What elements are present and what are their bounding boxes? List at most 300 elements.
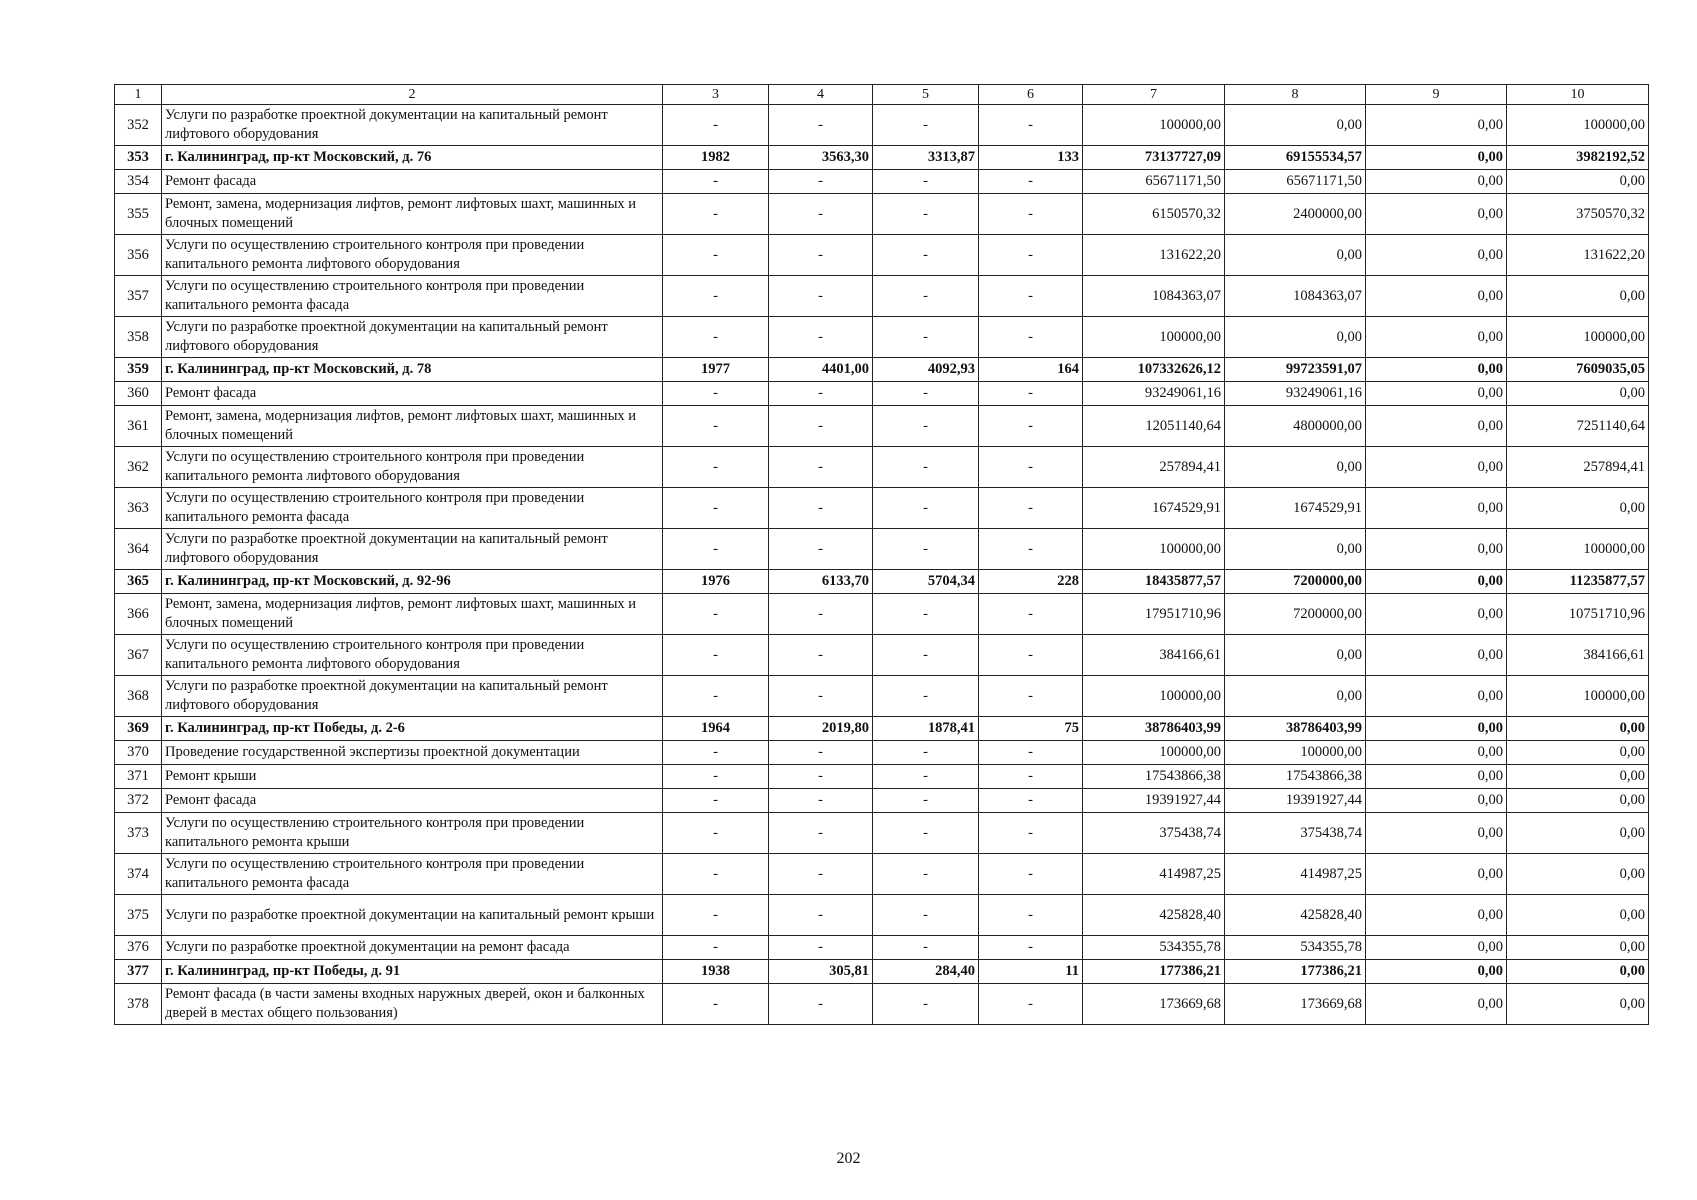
cell-col-7: 19391927,44 [1083, 789, 1225, 813]
row-number: 374 [115, 854, 162, 895]
cell-col-5: - [873, 529, 979, 570]
cell-col-7: 73137727,09 [1083, 146, 1225, 170]
row-number: 369 [115, 717, 162, 741]
cell-col-6: - [979, 676, 1083, 717]
work-description: Ремонт фасада (в части замены входных наружных дверей, окон и балконных дверей в местах общего пользования) [162, 984, 663, 1025]
cell-col-6: - [979, 529, 1083, 570]
work-description: Ремонт фасада [162, 789, 663, 813]
cell-col-5: 1878,41 [873, 717, 979, 741]
cell-col-5: - [873, 276, 979, 317]
cell-col-9: 0,00 [1366, 570, 1507, 594]
cell-col-10: 0,00 [1507, 984, 1649, 1025]
cell-col-7: 1084363,07 [1083, 276, 1225, 317]
cell-col-5: 4092,93 [873, 358, 979, 382]
cell-col-4: - [769, 105, 873, 146]
cell-col-3: - [663, 382, 769, 406]
cell-col-3: - [663, 317, 769, 358]
row-number: 370 [115, 741, 162, 765]
cell-col-10: 0,00 [1507, 488, 1649, 529]
address-row [115, 960, 1649, 984]
cell-col-9: 0,00 [1366, 676, 1507, 717]
cell-col-3: - [663, 813, 769, 854]
work-description: Услуги по разработке проектной документации на капитальный ремонт крыши [162, 895, 663, 936]
row-number: 353 [115, 146, 162, 170]
cell-col-5: - [873, 789, 979, 813]
cell-col-7: 534355,78 [1083, 936, 1225, 960]
header-cell: 4 [769, 85, 873, 105]
cell-col-3: - [663, 447, 769, 488]
cell-col-5: - [873, 170, 979, 194]
work-row [115, 382, 1649, 406]
cell-col-6: 75 [979, 717, 1083, 741]
cell-col-4: - [769, 854, 873, 895]
cell-col-9: 0,00 [1366, 235, 1507, 276]
cell-col-10: 131622,20 [1507, 235, 1649, 276]
work-description: Ремонт крыши [162, 765, 663, 789]
cell-col-4: - [769, 235, 873, 276]
header-cell: 9 [1366, 85, 1507, 105]
cell-col-4: 4401,00 [769, 358, 873, 382]
cell-col-5: - [873, 984, 979, 1025]
row-number: 375 [115, 895, 162, 936]
cell-col-8: 100000,00 [1225, 741, 1366, 765]
work-description: Ремонт фасада [162, 170, 663, 194]
cell-col-9: 0,00 [1366, 813, 1507, 854]
cell-col-10: 100000,00 [1507, 676, 1649, 717]
cell-col-4: - [769, 594, 873, 635]
cell-col-9: 0,00 [1366, 936, 1507, 960]
cell-col-7: 100000,00 [1083, 317, 1225, 358]
header-row [115, 85, 1649, 105]
page-number: 202 [836, 1150, 861, 1167]
cell-col-7: 6150570,32 [1083, 194, 1225, 235]
header-cell: 7 [1083, 85, 1225, 105]
cell-col-4: - [769, 984, 873, 1025]
work-row [115, 635, 1649, 676]
cell-col-8: 0,00 [1225, 105, 1366, 146]
header-cell: 10 [1507, 85, 1649, 105]
work-description: Ремонт, замена, модернизация лифтов, ремонт лифтовых шахт, машинных и блочных помещений [162, 406, 663, 447]
work-row [115, 317, 1649, 358]
cell-col-4: - [769, 447, 873, 488]
cell-col-4: - [769, 529, 873, 570]
row-number: 361 [115, 406, 162, 447]
cell-col-3: 1982 [663, 146, 769, 170]
cell-col-9: 0,00 [1366, 895, 1507, 936]
cell-col-9: 0,00 [1366, 358, 1507, 382]
work-description: Услуги по разработке проектной документации на капитальный ремонт лифтового оборудования [162, 676, 663, 717]
cell-col-7: 257894,41 [1083, 447, 1225, 488]
cell-col-10: 0,00 [1507, 854, 1649, 895]
cell-col-9: 0,00 [1366, 789, 1507, 813]
cell-col-10: 0,00 [1507, 765, 1649, 789]
row-number: 355 [115, 194, 162, 235]
cell-col-8: 177386,21 [1225, 960, 1366, 984]
cell-col-9: 0,00 [1366, 447, 1507, 488]
cell-col-6: - [979, 406, 1083, 447]
cell-col-3: - [663, 936, 769, 960]
cell-col-3: - [663, 789, 769, 813]
work-row [115, 235, 1649, 276]
work-row [115, 276, 1649, 317]
cell-col-4: 2019,80 [769, 717, 873, 741]
header-cell: 6 [979, 85, 1083, 105]
cell-col-8: 17543866,38 [1225, 765, 1366, 789]
cell-col-9: 0,00 [1366, 406, 1507, 447]
work-description: Проведение государственной экспертизы проектной документации [162, 741, 663, 765]
cell-col-7: 18435877,57 [1083, 570, 1225, 594]
cell-col-6: - [979, 594, 1083, 635]
cell-col-3: - [663, 741, 769, 765]
work-row [115, 406, 1649, 447]
cell-col-7: 173669,68 [1083, 984, 1225, 1025]
cell-col-9: 0,00 [1366, 146, 1507, 170]
work-row [115, 194, 1649, 235]
work-description: Услуги по осуществлению строительного контроля при проведении капитального ремонта фасада [162, 276, 663, 317]
cell-col-5: - [873, 635, 979, 676]
cell-col-6: - [979, 382, 1083, 406]
row-number: 365 [115, 570, 162, 594]
cell-col-10: 0,00 [1507, 936, 1649, 960]
cell-col-6: 164 [979, 358, 1083, 382]
cell-col-7: 17543866,38 [1083, 765, 1225, 789]
cell-col-10: 0,00 [1507, 382, 1649, 406]
cell-col-6: - [979, 813, 1083, 854]
work-row [115, 741, 1649, 765]
row-number: 359 [115, 358, 162, 382]
cell-col-7: 384166,61 [1083, 635, 1225, 676]
cell-col-9: 0,00 [1366, 105, 1507, 146]
cell-col-9: 0,00 [1366, 854, 1507, 895]
cell-col-10: 3750570,32 [1507, 194, 1649, 235]
work-description: Ремонт, замена, модернизация лифтов, ремонт лифтовых шахт, машинных и блочных помещений [162, 594, 663, 635]
cell-col-7: 131622,20 [1083, 235, 1225, 276]
cell-col-9: 0,00 [1366, 984, 1507, 1025]
cell-col-9: 0,00 [1366, 170, 1507, 194]
cell-col-8: 1084363,07 [1225, 276, 1366, 317]
cell-col-3: - [663, 984, 769, 1025]
cell-col-5: - [873, 447, 979, 488]
work-row [115, 984, 1649, 1025]
row-number: 368 [115, 676, 162, 717]
cell-col-7: 100000,00 [1083, 676, 1225, 717]
cell-col-7: 425828,40 [1083, 895, 1225, 936]
cell-col-7: 1674529,91 [1083, 488, 1225, 529]
cell-col-6: - [979, 765, 1083, 789]
cell-col-5: - [873, 854, 979, 895]
work-description: Ремонт, замена, модернизация лифтов, ремонт лифтовых шахт, машинных и блочных помещений [162, 194, 663, 235]
cell-col-9: 0,00 [1366, 717, 1507, 741]
row-number: 376 [115, 936, 162, 960]
cell-col-8: 69155534,57 [1225, 146, 1366, 170]
cell-col-3: - [663, 194, 769, 235]
row-number: 377 [115, 960, 162, 984]
cell-col-6: - [979, 789, 1083, 813]
cell-col-8: 7200000,00 [1225, 594, 1366, 635]
cell-col-6: - [979, 895, 1083, 936]
row-number: 372 [115, 789, 162, 813]
cell-col-8: 0,00 [1225, 529, 1366, 570]
cell-col-8: 0,00 [1225, 235, 1366, 276]
work-description: Услуги по осуществлению строительного контроля при проведении капитального ремонта крыши [162, 813, 663, 854]
cell-col-8: 414987,25 [1225, 854, 1366, 895]
cell-col-4: - [769, 789, 873, 813]
row-number: 354 [115, 170, 162, 194]
cell-col-4: - [769, 276, 873, 317]
cell-col-7: 100000,00 [1083, 529, 1225, 570]
cell-col-5: - [873, 235, 979, 276]
cell-col-3: - [663, 235, 769, 276]
cell-col-9: 0,00 [1366, 529, 1507, 570]
cell-col-9: 0,00 [1366, 741, 1507, 765]
cell-col-6: - [979, 170, 1083, 194]
cell-col-7: 38786403,99 [1083, 717, 1225, 741]
cell-col-5: - [873, 813, 979, 854]
cell-col-3: - [663, 854, 769, 895]
cell-col-6: - [979, 317, 1083, 358]
cell-col-10: 100000,00 [1507, 317, 1649, 358]
cell-col-7: 100000,00 [1083, 741, 1225, 765]
cell-col-7: 414987,25 [1083, 854, 1225, 895]
cell-col-6: 11 [979, 960, 1083, 984]
cell-col-9: 0,00 [1366, 276, 1507, 317]
cell-col-9: 0,00 [1366, 317, 1507, 358]
cell-col-10: 100000,00 [1507, 105, 1649, 146]
header-cell: 5 [873, 85, 979, 105]
row-number: 352 [115, 105, 162, 146]
cell-col-7: 375438,74 [1083, 813, 1225, 854]
work-description: Услуги по разработке проектной документации на капитальный ремонт лифтового оборудования [162, 105, 663, 146]
cell-col-4: - [769, 488, 873, 529]
cell-col-10: 0,00 [1507, 717, 1649, 741]
cell-col-4: - [769, 170, 873, 194]
cell-col-9: 0,00 [1366, 488, 1507, 529]
cell-col-6: - [979, 488, 1083, 529]
cell-col-5: 5704,34 [873, 570, 979, 594]
cell-col-4: - [769, 765, 873, 789]
cell-col-7: 17951710,96 [1083, 594, 1225, 635]
row-number: 364 [115, 529, 162, 570]
work-row [115, 488, 1649, 529]
cell-col-10: 0,00 [1507, 276, 1649, 317]
cell-col-8: 1674529,91 [1225, 488, 1366, 529]
cell-col-7: 12051140,64 [1083, 406, 1225, 447]
cell-col-3: 1977 [663, 358, 769, 382]
cell-col-4: - [769, 895, 873, 936]
cell-col-5: - [873, 194, 979, 235]
cell-col-10: 10751710,96 [1507, 594, 1649, 635]
cell-col-6: - [979, 635, 1083, 676]
cell-col-10: 0,00 [1507, 170, 1649, 194]
header-cell: 2 [162, 85, 663, 105]
cell-col-5: - [873, 488, 979, 529]
cell-col-9: 0,00 [1366, 594, 1507, 635]
work-description: Услуги по осуществлению строительного контроля при проведении капитального ремонта фасада [162, 854, 663, 895]
cell-col-8: 38786403,99 [1225, 717, 1366, 741]
work-description: г. Калининград, пр-кт Победы, д. 2-6 [162, 717, 663, 741]
cell-col-4: - [769, 741, 873, 765]
cell-col-10: 7251140,64 [1507, 406, 1649, 447]
row-number: 360 [115, 382, 162, 406]
cell-col-3: - [663, 594, 769, 635]
cell-col-10: 11235877,57 [1507, 570, 1649, 594]
cell-col-9: 0,00 [1366, 960, 1507, 984]
work-row [115, 170, 1649, 194]
cell-col-10: 257894,41 [1507, 447, 1649, 488]
cell-col-9: 0,00 [1366, 635, 1507, 676]
cell-col-5: - [873, 594, 979, 635]
work-description: Услуги по осуществлению строительного контроля при проведении капитального ремонта лифтового оборудования [162, 235, 663, 276]
cell-col-8: 425828,40 [1225, 895, 1366, 936]
cell-col-4: - [769, 676, 873, 717]
cell-col-5: - [873, 765, 979, 789]
work-description: Ремонт фасада [162, 382, 663, 406]
cell-col-4: - [769, 317, 873, 358]
work-row [115, 594, 1649, 635]
work-description: г. Калининград, пр-кт Московский, д. 78 [162, 358, 663, 382]
address-row [115, 358, 1649, 382]
cell-col-6: - [979, 235, 1083, 276]
cell-col-8: 19391927,44 [1225, 789, 1366, 813]
header-cell: 8 [1225, 85, 1366, 105]
row-number: 363 [115, 488, 162, 529]
cell-col-8: 0,00 [1225, 317, 1366, 358]
cell-col-8: 99723591,07 [1225, 358, 1366, 382]
cell-col-6: - [979, 854, 1083, 895]
cell-col-7: 107332626,12 [1083, 358, 1225, 382]
cell-col-4: - [769, 936, 873, 960]
cell-col-4: - [769, 635, 873, 676]
work-row [115, 895, 1649, 936]
cell-col-3: 1938 [663, 960, 769, 984]
cell-col-5: - [873, 406, 979, 447]
cell-col-5: 3313,87 [873, 146, 979, 170]
cell-col-6: - [979, 984, 1083, 1025]
cell-col-8: 0,00 [1225, 676, 1366, 717]
row-number: 367 [115, 635, 162, 676]
cell-col-8: 65671171,50 [1225, 170, 1366, 194]
cell-col-8: 375438,74 [1225, 813, 1366, 854]
cell-col-6: 228 [979, 570, 1083, 594]
cell-col-3: - [663, 488, 769, 529]
cell-col-5: - [873, 382, 979, 406]
work-description: Услуги по разработке проектной документации на капитальный ремонт лифтового оборудования [162, 317, 663, 358]
cell-col-8: 2400000,00 [1225, 194, 1366, 235]
cell-col-8: 93249061,16 [1225, 382, 1366, 406]
work-description: г. Калининград, пр-кт Московский, д. 76 [162, 146, 663, 170]
row-number: 378 [115, 984, 162, 1025]
row-number: 357 [115, 276, 162, 317]
cell-col-3: - [663, 529, 769, 570]
row-number: 371 [115, 765, 162, 789]
cell-col-8: 0,00 [1225, 447, 1366, 488]
cell-col-10: 0,00 [1507, 813, 1649, 854]
cell-col-10: 3982192,52 [1507, 146, 1649, 170]
work-description: Услуги по осуществлению строительного контроля при проведении капитального ремонта лифтового оборудования [162, 447, 663, 488]
cell-col-10: 100000,00 [1507, 529, 1649, 570]
work-row [115, 676, 1649, 717]
cell-col-8: 0,00 [1225, 635, 1366, 676]
address-row [115, 146, 1649, 170]
cell-col-6: - [979, 447, 1083, 488]
work-row [115, 813, 1649, 854]
work-description: г. Калининград, пр-кт Московский, д. 92-96 [162, 570, 663, 594]
header-cell: 1 [115, 85, 162, 105]
cell-col-7: 65671171,50 [1083, 170, 1225, 194]
work-row [115, 765, 1649, 789]
row-number: 362 [115, 447, 162, 488]
row-number: 373 [115, 813, 162, 854]
work-description: г. Калининград, пр-кт Победы, д. 91 [162, 960, 663, 984]
cell-col-3: 1964 [663, 717, 769, 741]
cell-col-8: 7200000,00 [1225, 570, 1366, 594]
row-number: 358 [115, 317, 162, 358]
cell-col-7: 93249061,16 [1083, 382, 1225, 406]
cell-col-9: 0,00 [1366, 382, 1507, 406]
cell-col-8: 534355,78 [1225, 936, 1366, 960]
cell-col-4: 6133,70 [769, 570, 873, 594]
cell-col-9: 0,00 [1366, 765, 1507, 789]
cell-col-3: - [663, 170, 769, 194]
cell-col-6: - [979, 105, 1083, 146]
cell-col-4: 305,81 [769, 960, 873, 984]
cell-col-10: 0,00 [1507, 741, 1649, 765]
cell-col-3: - [663, 105, 769, 146]
row-number: 356 [115, 235, 162, 276]
cell-col-6: - [979, 936, 1083, 960]
cell-col-6: - [979, 276, 1083, 317]
cell-col-8: 173669,68 [1225, 984, 1366, 1025]
cell-col-4: - [769, 813, 873, 854]
work-description: Услуги по осуществлению строительного контроля при проведении капитального ремонта лифтового оборудования [162, 635, 663, 676]
cell-col-10: 384166,61 [1507, 635, 1649, 676]
address-row [115, 570, 1649, 594]
cell-col-4: - [769, 194, 873, 235]
work-row [115, 447, 1649, 488]
header-cell: 3 [663, 85, 769, 105]
work-row [115, 936, 1649, 960]
cell-col-4: - [769, 382, 873, 406]
work-row [115, 854, 1649, 895]
cell-col-5: - [873, 895, 979, 936]
cell-col-5: - [873, 676, 979, 717]
cell-col-5: - [873, 105, 979, 146]
works-table [114, 84, 1649, 1025]
work-description: Услуги по осуществлению строительного контроля при проведении капитального ремонта фасада [162, 488, 663, 529]
cell-col-6: - [979, 741, 1083, 765]
work-description: Услуги по разработке проектной документации на ремонт фасада [162, 936, 663, 960]
cell-col-3: - [663, 765, 769, 789]
cell-col-3: - [663, 406, 769, 447]
work-description: Услуги по разработке проектной документации на капитальный ремонт лифтового оборудования [162, 529, 663, 570]
cell-col-5: - [873, 317, 979, 358]
cell-col-9: 0,00 [1366, 194, 1507, 235]
cell-col-3: - [663, 635, 769, 676]
cell-col-3: 1976 [663, 570, 769, 594]
cell-col-10: 7609035,05 [1507, 358, 1649, 382]
cell-col-3: - [663, 676, 769, 717]
cell-col-6: - [979, 194, 1083, 235]
cell-col-10: 0,00 [1507, 895, 1649, 936]
work-row [115, 529, 1649, 570]
cell-col-10: 0,00 [1507, 789, 1649, 813]
cell-col-4: - [769, 406, 873, 447]
cell-col-3: - [663, 895, 769, 936]
row-number: 366 [115, 594, 162, 635]
cell-col-3: - [663, 276, 769, 317]
cell-col-6: 133 [979, 146, 1083, 170]
cell-col-7: 177386,21 [1083, 960, 1225, 984]
